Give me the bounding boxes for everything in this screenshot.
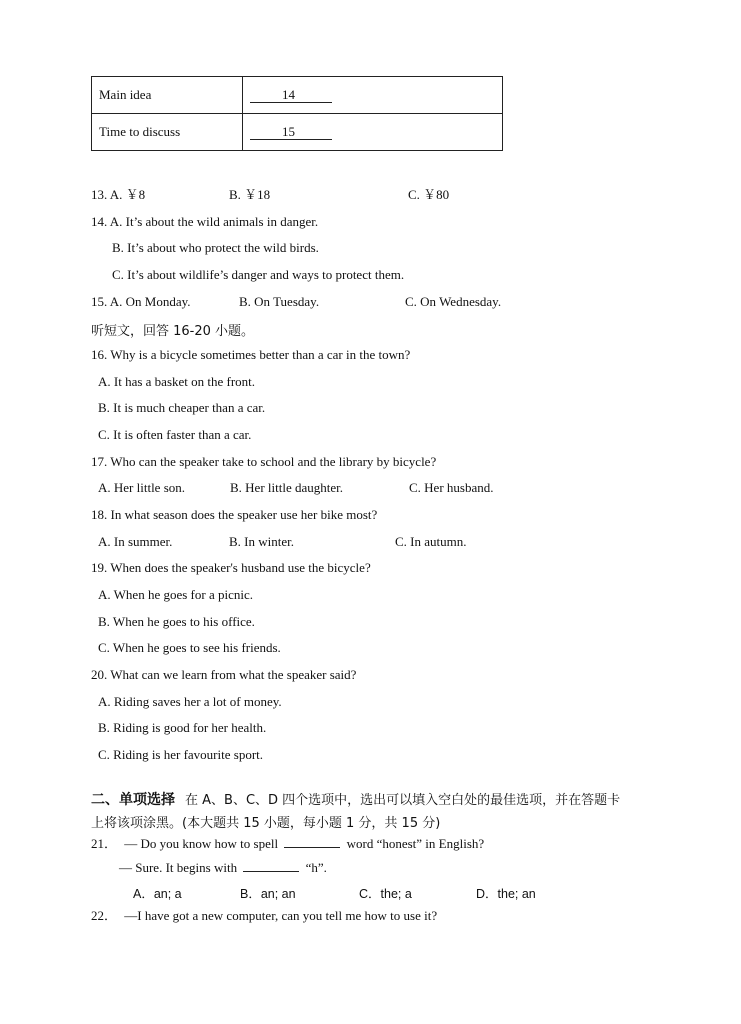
q17-option-b: B. Her little daughter. bbox=[230, 480, 344, 495]
q21-line1-pre: — Do you know how to spell bbox=[124, 836, 279, 851]
blank-15: 15 bbox=[250, 125, 332, 140]
q18-option-c: C. In autumn. bbox=[395, 534, 467, 549]
q14-option-b: B. It’s about who protect the wild birds. bbox=[112, 240, 319, 255]
q16-option-a: A. It has a basket on the front. bbox=[98, 374, 256, 389]
q14-option-c: C. It’s about wildlife’s danger and ways to protect them. bbox=[112, 267, 405, 282]
table-cell-label: Main idea bbox=[92, 77, 243, 114]
q15-option-c: C. On Wednesday. bbox=[405, 294, 502, 309]
q17-option-a: A. Her little son. bbox=[98, 480, 186, 495]
q17-option-c: C. Her husband. bbox=[409, 480, 494, 495]
q21-blank-2 bbox=[243, 871, 299, 872]
q18-option-a: A. In summer. bbox=[98, 534, 173, 549]
q19-stem: 19. When does the speaker's husband use the bicycle? bbox=[91, 560, 371, 575]
q21-option-a: A．an; a bbox=[133, 887, 182, 901]
q17-stem: 17. Who can the speaker take to school and the library by bicycle? bbox=[91, 454, 437, 469]
q21-option-c: C．the; a bbox=[359, 887, 412, 901]
q21-option-b: B．an; an bbox=[240, 887, 296, 901]
table-cell-label: Time to discuss bbox=[92, 114, 243, 151]
section2-header bbox=[91, 789, 620, 809]
q22-line1 bbox=[91, 908, 437, 924]
q20-option-b: B. Riding is good for her health. bbox=[98, 720, 267, 735]
q20-stem: 20. What can we learn from what the speaker said? bbox=[91, 667, 357, 682]
q16-option-c: C. It is often faster than a car. bbox=[98, 427, 252, 442]
table-row bbox=[92, 114, 503, 151]
q14-option-a: 14. A. It’s about the wild animals in danger. bbox=[91, 214, 319, 229]
q21-option-d: D．the; an bbox=[476, 887, 536, 901]
q21-line2-post: “h”. bbox=[305, 860, 327, 875]
section2-instruction-1: 在 A、B、C、D 四个选项中，选出可以填入空白处的最佳选项，并在答题卡 bbox=[185, 793, 621, 808]
q18-option-b: B. In winter. bbox=[229, 534, 294, 549]
q13-option-a: 13. A. ￥8 bbox=[91, 187, 146, 202]
section2-title: 二、单项选择 bbox=[91, 792, 175, 808]
q13-option-c: C. ￥80 bbox=[408, 187, 450, 202]
q13-option-b: B. ￥18 bbox=[229, 187, 271, 202]
q21-line1 bbox=[91, 836, 484, 852]
q22-number: 22． bbox=[91, 908, 118, 923]
q15-option-b: B. On Tuesday. bbox=[239, 294, 320, 309]
q21-line2-pre: — Sure. It begins with bbox=[119, 860, 238, 875]
q18-stem: 18. In what season does the speaker use her bike most? bbox=[91, 507, 378, 522]
q15-option-a: 15. A. On Monday. bbox=[91, 294, 191, 309]
q21-line2 bbox=[119, 860, 327, 876]
q19-option-a: A. When he goes for a picnic. bbox=[98, 587, 253, 602]
q21-line1-post: word “honest” in English? bbox=[346, 836, 485, 851]
q19-option-c: C. When he goes to see his friends. bbox=[98, 640, 281, 655]
q22-line1-text: —I have got a new computer, can you tell me how to use it? bbox=[124, 908, 438, 923]
table-cell-value bbox=[243, 77, 503, 114]
info-table bbox=[91, 76, 503, 151]
q19-option-b: B. When he goes to his office. bbox=[98, 614, 255, 629]
q21-blank-1 bbox=[284, 847, 340, 848]
q16-option-b: B. It is much cheaper than a car. bbox=[98, 400, 266, 415]
q20-option-c: C. Riding is her favourite sport. bbox=[98, 747, 264, 762]
section-note: 听短文，回答 16-20 小题。 bbox=[91, 324, 255, 339]
q21-number: 21． bbox=[91, 836, 118, 851]
section2-instruction-2: 上将该项涂黑。(本大题共 15 小题，每小题 1 分，共 15 分) bbox=[91, 816, 441, 831]
q16-stem: 16. Why is a bicycle sometimes better than a car in the town? bbox=[91, 347, 411, 362]
q20-option-a: A. Riding saves her a lot of money. bbox=[98, 694, 282, 709]
table-cell-value bbox=[243, 114, 503, 151]
blank-14: 14 bbox=[250, 88, 332, 103]
table-row bbox=[92, 77, 503, 114]
